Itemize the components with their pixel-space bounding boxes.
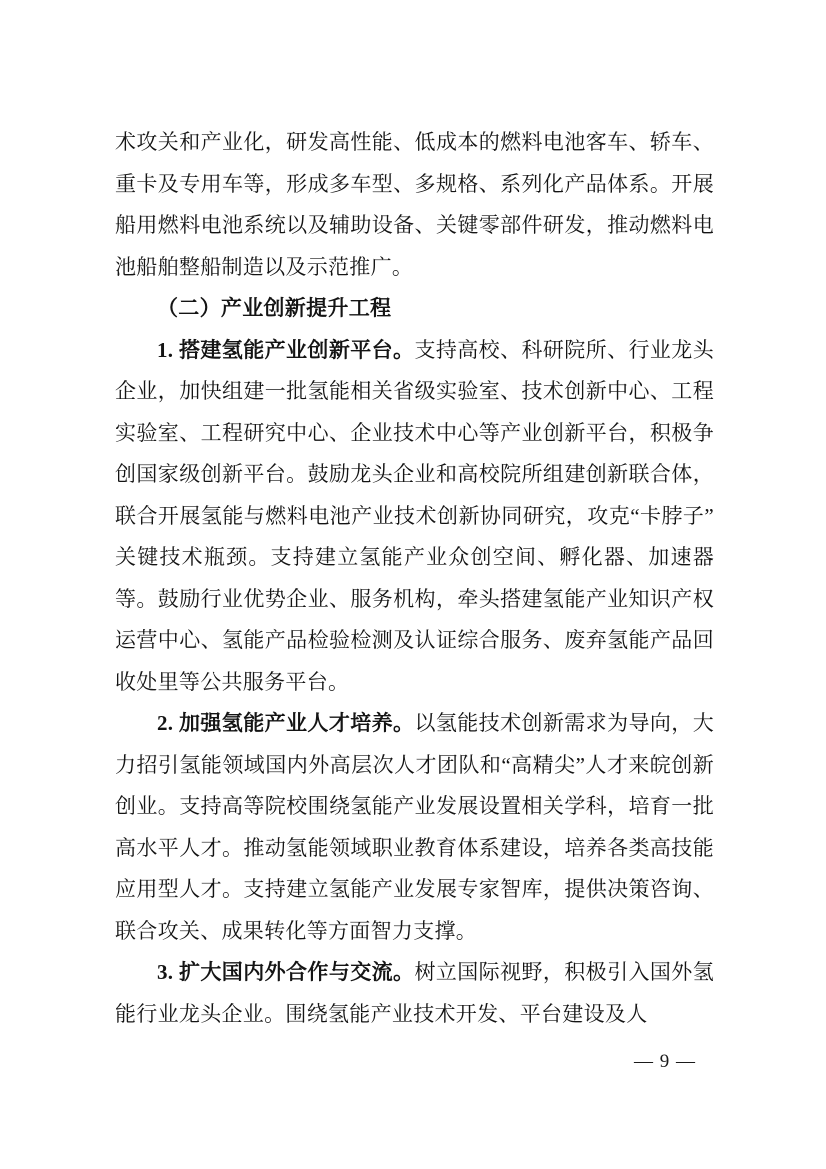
paragraph-cooperation-exchange <box>115 952 714 1035</box>
paragraph-build-innovation-platform <box>115 330 714 704</box>
paragraph-lead-item-2: 2. 加强氢能产业人才培养。 <box>157 711 415 735</box>
section-heading-industry-innovation-project: （二）产业创新提升工程 <box>157 296 392 320</box>
paragraph-text-item-2: 以氢能技术创新需求为导向，大力招引氢能领域国内外高层次人才团队和“高精尖”人才来皖创新创业。支持高等院校围绕氢能产业发展设置相关学科，培育一批高水平人才。推动氢能领域职业教育体系建设，培养各类高技能应用型人才。支持建立氢能产业发展专家智库，提供决策咨询、联合攻关、成果转化等方面智力支撑。 <box>115 711 715 943</box>
page-number: — 9 — <box>634 1051 696 1072</box>
paragraph-text-item-3: 树立国际视野，积极引入国外氢能行业龙头企业。围绕氢能产业技术开发、平台建设及人 <box>115 960 715 1026</box>
paragraph-fuel-cell-vehicles-continuation: 术攻关和产业化，研发高性能、低成本的燃料电池客车、轿车、重卡及专用车等，形成多车型、多规格、系列化产品体系。开展船用燃料电池系统以及辅助设备、关键零部件研发，推动燃料电池船舶整船制造以及示范推广。 <box>115 130 714 279</box>
paragraph-talent-cultivation <box>115 703 714 952</box>
paragraph-text-item-1: 支持高校、科研院所、行业龙头企业，加快组建一批氢能相关省级实验室、技术创新中心、工程实验室、工程研究中心、企业技术中心等产业创新平台，积极争创国家级创新平台。鼓励龙头企业和高校院所组建创新联合体，联合开展氢能与燃料电池产业技术创新协同研究，攻克“卡脖子”关键技术瓶颈。支持建立氢能产业众创空间、孵化器、加速器等。鼓励行业优势企业、服务机构，牵头搭建氢能产业知识产权运营中心、氢能产品检验检测及认证综合服务、废弃氢能产品回收处里等公共服务平台。 <box>115 337 715 694</box>
paragraph-lead-item-1: 1. 搭建氢能产业创新平台。 <box>157 337 415 362</box>
document-body <box>115 122 714 1035</box>
page-footer <box>634 1050 696 1074</box>
paragraph-lead-item-3: 3. 扩大国内外合作与交流。 <box>157 960 415 984</box>
